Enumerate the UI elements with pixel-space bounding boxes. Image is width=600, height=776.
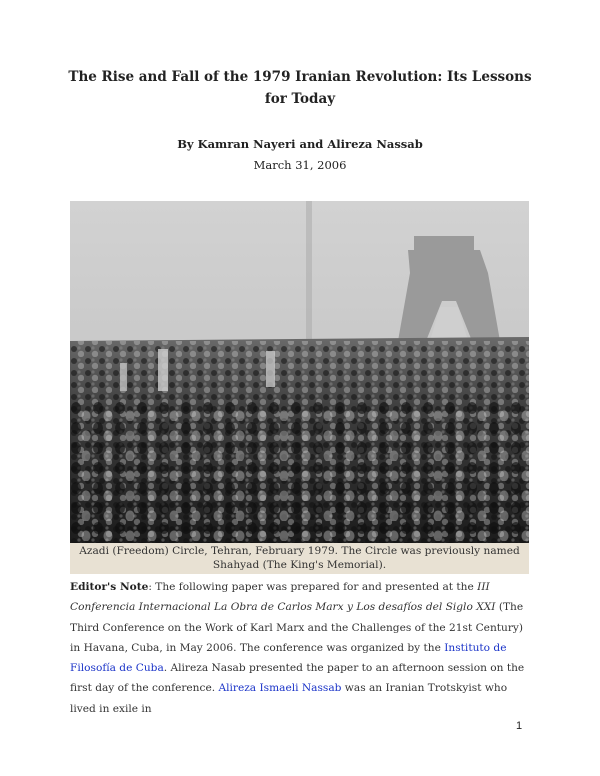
photo-caption: Azadi (Freedom) Circle, Tehran, February 1979. The Circle was previously named Shahyad (The King's Memorial). bbox=[70, 543, 529, 574]
crowd-photo bbox=[70, 201, 529, 543]
alireza-nassab-link[interactable]: Alireza Ismaeli Nassab bbox=[218, 682, 342, 695]
author-byline: By Kamran Nayeri and Alireza Nassab bbox=[177, 137, 423, 151]
document-title: The Rise and Fall of the 1979 Iranian Revolution: Its Lessons for Today bbox=[68, 69, 532, 107]
body-text-3: . Alireza Nasab presented the paper to an afternoon session on the first day of the conference. bbox=[70, 662, 525, 695]
body-text-1: : The following paper was prepared for and presented at the bbox=[148, 581, 478, 593]
editors-note-label: Editor's Note bbox=[70, 581, 149, 593]
instituto-filosofia-link[interactable]: Instituto de Filosofía de Cuba bbox=[70, 641, 507, 675]
page-number: 1 bbox=[516, 720, 523, 732]
conference-title: III Conferencia Internacional La Obra de Carlos Marx y Los desafíos del Siglo XXI bbox=[70, 581, 496, 614]
body-text-4: was an Iranian Trotskyist who lived in exile in bbox=[70, 682, 508, 715]
publication-date: March 31, 2006 bbox=[253, 158, 347, 172]
editors-note-paragraph bbox=[70, 577, 532, 719]
crowd-photo-image bbox=[70, 201, 529, 543]
body-text-2: (The Third Conference on the Work of Karl Marx and the Challenges of the 21st Century) in Havana, Cuba, in May 2006. The conference was organized by the bbox=[70, 601, 524, 654]
